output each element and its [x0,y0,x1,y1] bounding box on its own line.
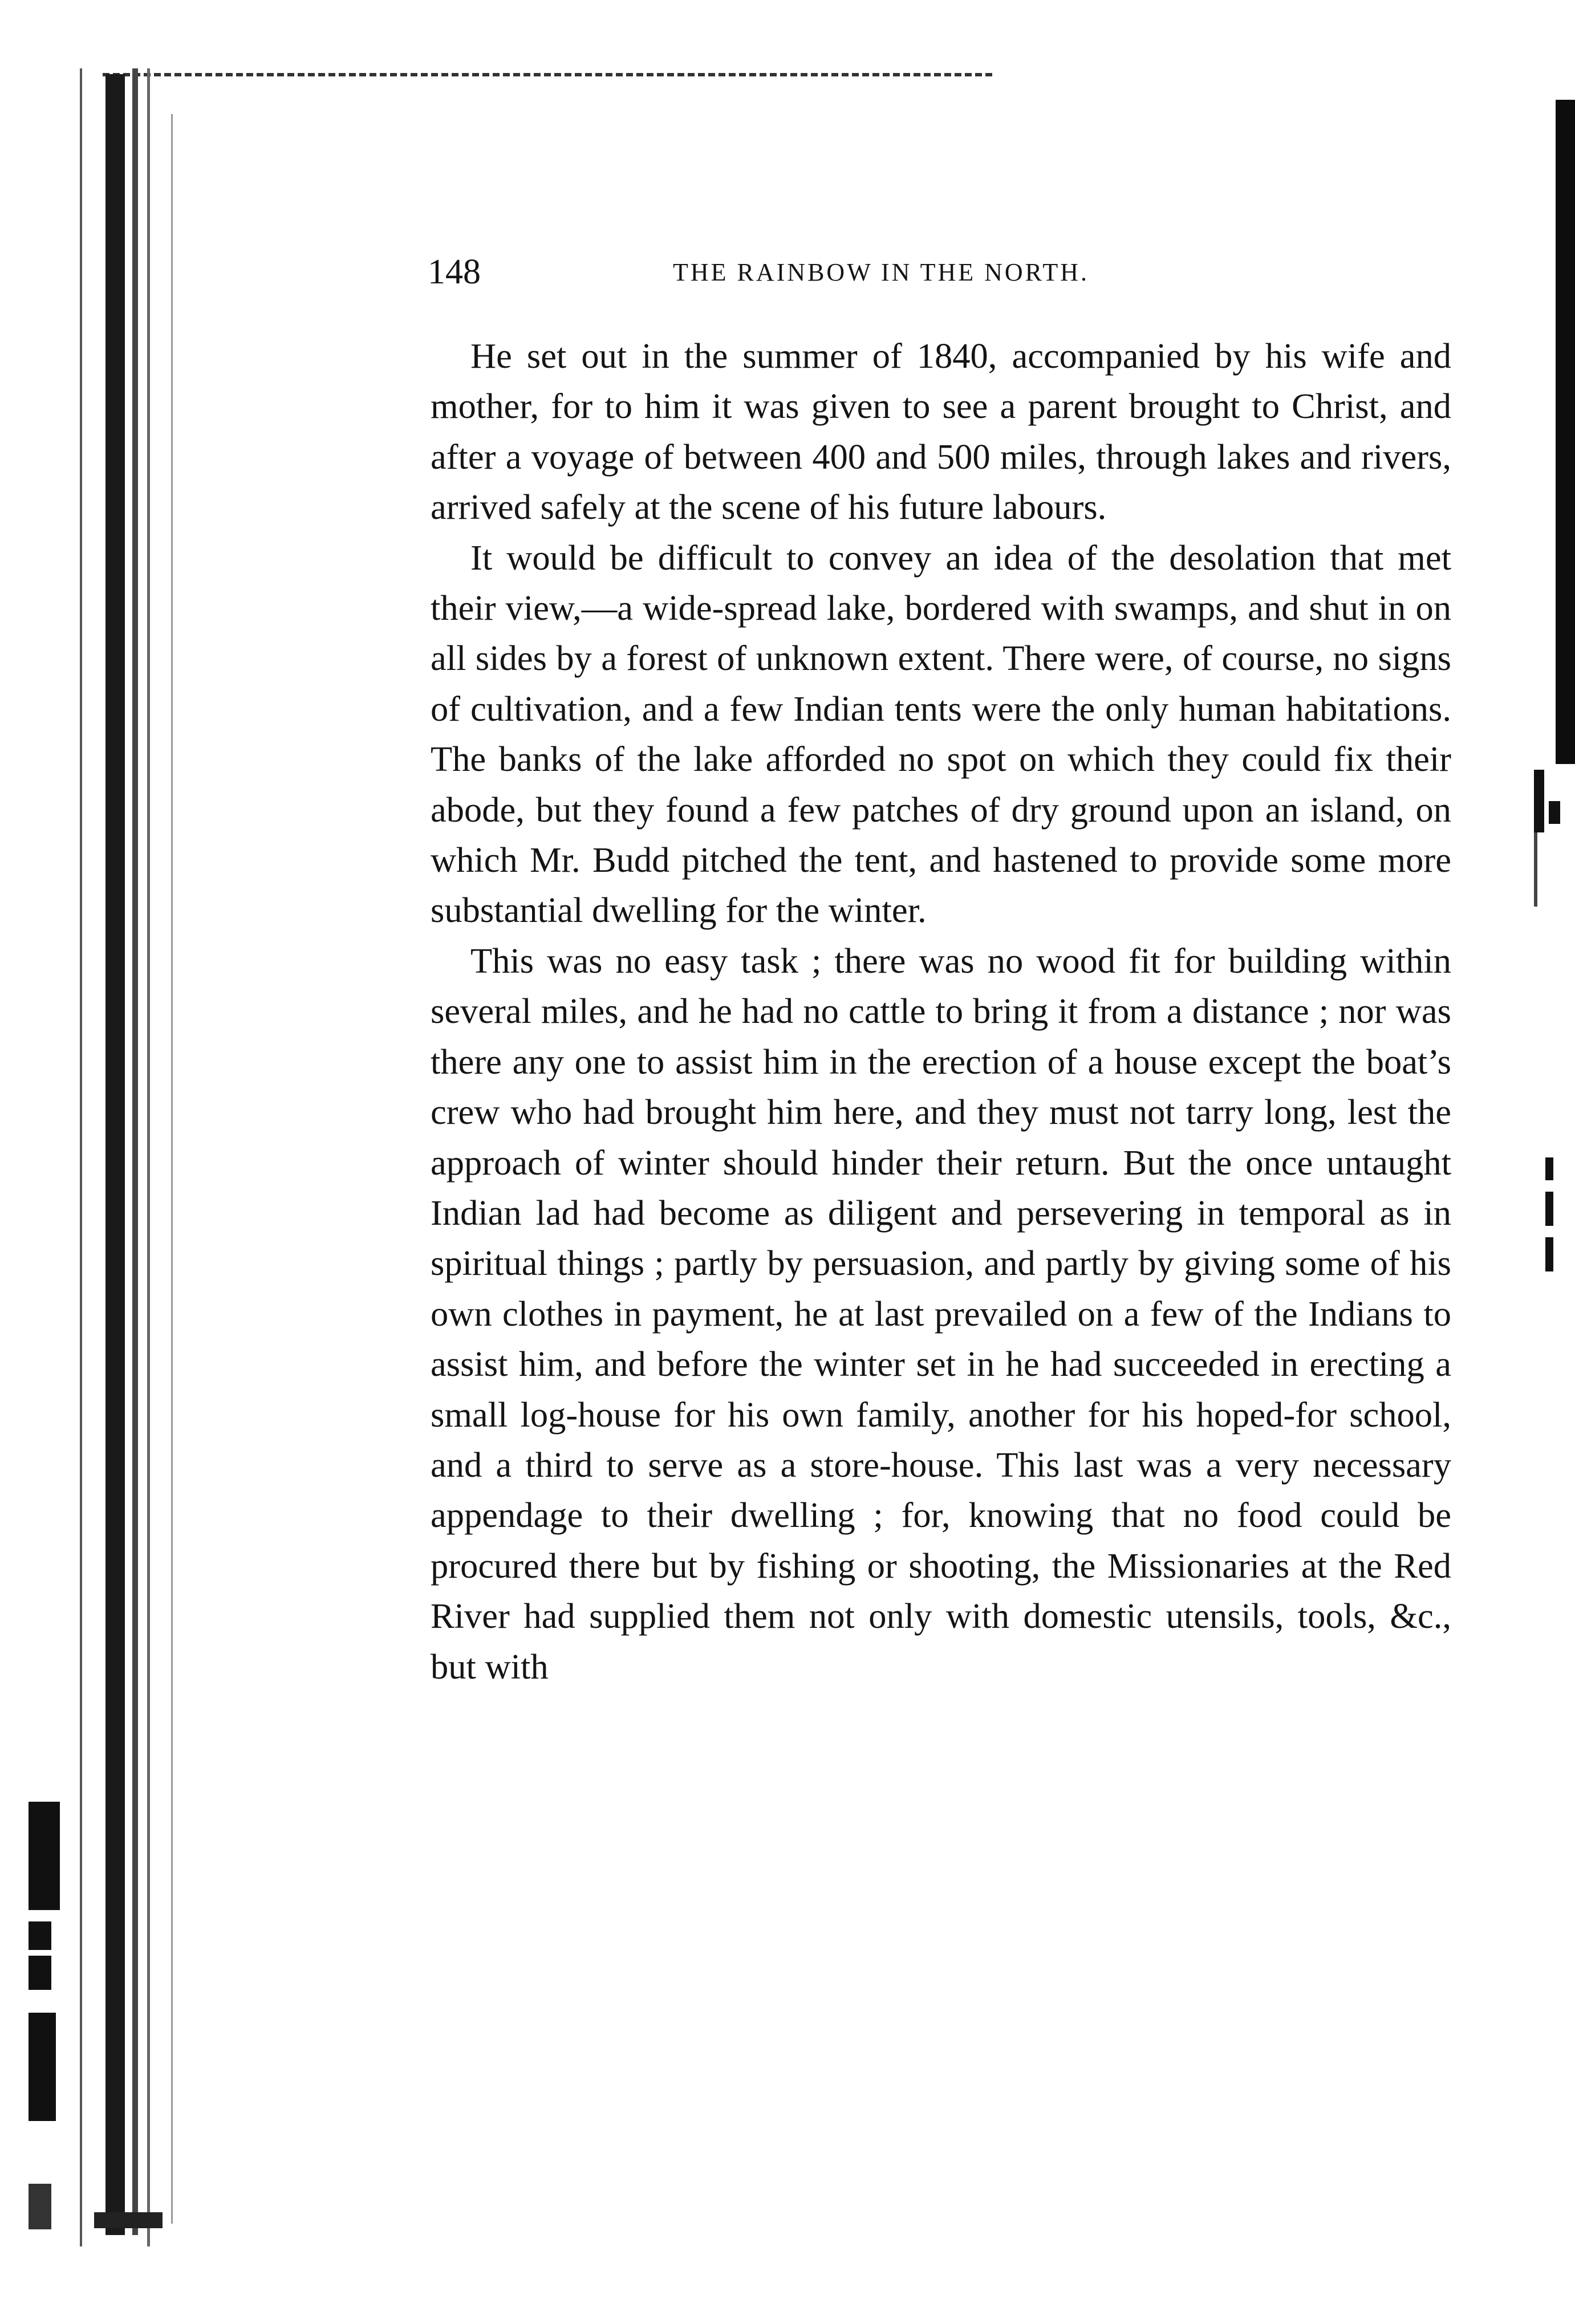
binding-shadow [80,68,82,2246]
binding-shadow [132,68,138,2235]
binding-shadow [105,74,125,2235]
scan-artifact [1534,770,1544,832]
scan-artifact [1545,1237,1553,1271]
binding-shadow [147,68,150,2246]
scan-artifact [29,2184,51,2229]
scan-artifact [1545,1192,1553,1226]
paragraph: He set out in the summer of 1840, accompanied by his wife and mother, for to him it was given to see a parent brought to Christ, and after a voyage of between 400 and 500 miles, through lakes and rivers, arrived safely at the scene of his future labours. [431,336,1451,527]
scan-artifact [29,1802,60,1910]
scan-top-edge-artifact [103,73,992,76]
running-head: THE RAINBOW IN THE NORTH. [673,258,1090,286]
scan-right-edge-artifact [1556,100,1575,764]
paragraph: It would be difficult to convey an idea of the desolation that met their view,—a wide-spread lake, bordered with swamps, and shut in on all sides by a forest of unknown extent. There were, of course, no signs of cultivation, and a few Indian tents were the only human habitations. The banks of the lake afforded no spot on which they could fix their abode, but they found a few patches of dry ground upon an island, on which Mr. Budd pitched the tent, and hastened to provide some more substantial dwelling for the winter. [431,537,1451,931]
paragraph: This was no easy task ; there was no wood fit for building within several miles, and he had no cattle to bring it from a distance ; nor was there any one to assist him in the erection of a house except the boat’s crew who had brought him here, and they must not tarry long, lest the approach of winter should hinder their return. But the once untaught Indian lad had become as diligent and persevering in temporal as in spiritual things ; partly by persuasion, and partly by giving some of his own clothes in payment, he at last prevailed on a few of the Indians to assist him, and before the winter set in he had succeeded in erecting a small log-house for his own family, another for his hoped-for school, and a third to serve as a store-house. This last was a very necessary appendage to their dwelling ; for, knowing that no food could be procured there but by fishing or shooting, the Missionaries at the Red River had supplied them not only with domestic utensils, tools, &c., but with [431,940,1451,1687]
scan-artifact [1549,801,1560,824]
page-number: 148 [428,253,481,291]
scan-artifact [1534,832,1537,907]
scan-artifact [29,1956,51,1990]
scan-artifact [29,1921,51,1950]
scan-artifact [29,2013,56,2121]
scan-artifact [1545,1157,1553,1180]
body-text [431,331,1451,1692]
scan-artifact [94,2212,163,2228]
page-header [428,246,1454,298]
binding-shadow [171,114,173,2224]
